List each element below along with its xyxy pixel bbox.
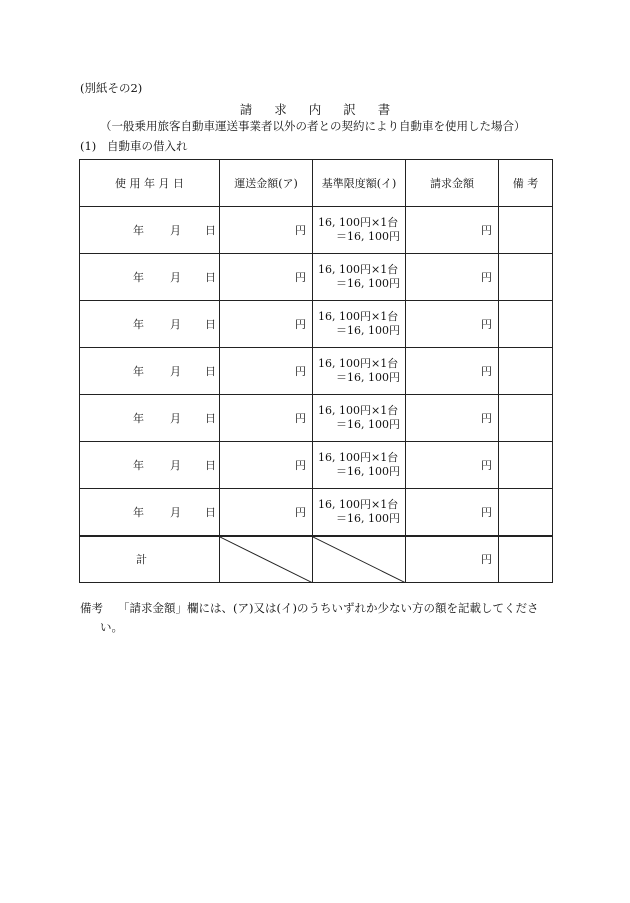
usage-date-cell[interactable] [80,348,220,395]
annex-label: (別紙その2) [80,81,143,95]
standard-limit-cell [313,301,406,348]
table-row [80,489,553,536]
claim-amount-cell[interactable]: 円 [406,442,499,489]
year-label: 年 [133,459,144,472]
month-label: 月 [170,505,181,519]
fare-amount-cell[interactable]: 円 [220,207,313,254]
claim-amount-cell[interactable]: 円 [406,489,499,536]
note-label: 備考 [80,601,103,615]
limit-formula: 16, 100円×1台 [318,404,399,417]
claim-amount-cell[interactable]: 円 [406,301,499,348]
standard-limit-cell [313,489,406,536]
standard-limit-cell [313,442,406,489]
remarks-cell[interactable] [499,395,553,442]
remarks-cell[interactable] [499,489,553,536]
total-claim-cell: 円 [406,536,499,583]
fare-amount-cell[interactable]: 円 [220,395,313,442]
fare-amount-cell[interactable]: 円 [220,348,313,395]
remarks-cell[interactable] [499,301,553,348]
limit-formula: 16, 100円×1台 [318,310,399,323]
table-row [80,207,553,254]
day-label: 日 [205,412,216,425]
usage-date-cell[interactable] [80,442,220,489]
note-text-line2: い。 [100,620,123,634]
month-label: 月 [170,318,181,331]
year-label: 年 [133,412,144,425]
diagonal-slash [313,537,405,583]
remarks-cell[interactable] [499,207,553,254]
usage-date-cell[interactable] [80,301,220,348]
limit-formula: 16, 100円×1台 [318,263,399,276]
total-row [80,536,553,583]
header-standard-limit: 基準限度額(イ) [313,160,406,207]
usage-date-cell[interactable] [80,207,220,254]
day-label: 日 [205,224,216,237]
fare-amount-cell[interactable]: 円 [220,254,313,301]
remarks-cell[interactable] [499,254,553,301]
total-label: 計 [80,536,220,583]
standard-limit-cell [313,254,406,301]
header-remarks: 備 考 [499,160,553,207]
table-header-row [80,160,553,207]
remarks-note [80,599,560,637]
claim-amount-cell[interactable]: 円 [406,207,499,254]
section-label: 自動車の借入れ [107,139,188,153]
month-label: 月 [170,365,181,378]
usage-date-cell[interactable] [80,395,220,442]
year-label: 年 [133,224,144,237]
day-label: 日 [205,365,216,378]
month-label: 月 [170,271,181,284]
remarks-cell[interactable] [499,348,553,395]
day-label: 日 [205,318,216,331]
total-remarks-cell [499,536,553,583]
usage-date-cell[interactable] [80,489,220,536]
total-fare-crossed-cell [220,536,313,583]
fare-amount-cell[interactable]: 円 [220,442,313,489]
document-subtitle: （一般乗用旅客自動車運送事業者以外の者との契約により自動車を使用した場合） [100,119,526,133]
limit-result: ＝16, 100円 [336,371,400,384]
month-label: 月 [170,459,181,472]
table-row [80,348,553,395]
table-row [80,254,553,301]
header-claim-amount: 請求金額 [406,160,499,207]
claim-amount-cell[interactable]: 円 [406,348,499,395]
total-limit-crossed-cell [313,536,406,583]
header-fare-amount: 運送金額(ア) [220,160,313,207]
claim-amount-cell[interactable]: 円 [406,254,499,301]
limit-result: ＝16, 100円 [336,418,400,431]
month-label: 月 [170,224,181,237]
month-label: 月 [170,412,181,425]
document-title: 請求内訳書 [239,102,413,117]
section-heading [80,138,188,154]
limit-formula: 16, 100円×1台 [318,357,399,370]
day-label: 日 [205,459,216,472]
day-label: 日 [205,505,216,519]
fare-amount-cell[interactable]: 円 [220,301,313,348]
claim-breakdown-table [79,159,553,583]
limit-result: ＝16, 100円 [336,230,400,243]
section-number: (1) [80,139,97,153]
remarks-cell[interactable] [499,442,553,489]
limit-result: ＝16, 100円 [336,324,400,337]
standard-limit-cell [313,207,406,254]
table-row [80,442,553,489]
claim-amount-cell[interactable]: 円 [406,395,499,442]
limit-result: ＝16, 100円 [336,277,400,290]
diagonal-slash [220,537,312,583]
table-row [80,395,553,442]
year-label: 年 [133,365,144,378]
standard-limit-cell [313,348,406,395]
fare-amount-cell[interactable]: 円 [220,489,313,536]
limit-result: ＝16, 100円 [336,465,400,478]
day-label: 日 [205,271,216,284]
limit-formula: 16, 100円×1台 [318,497,399,511]
year-label: 年 [133,505,144,519]
standard-limit-cell [313,395,406,442]
table-row [80,301,553,348]
limit-formula: 16, 100円×1台 [318,451,399,464]
limit-result: ＝16, 100円 [336,511,400,525]
year-label: 年 [133,318,144,331]
year-label: 年 [133,271,144,284]
usage-date-cell[interactable] [80,254,220,301]
limit-formula: 16, 100円×1台 [318,216,399,229]
header-usage-date: 使 用 年 月 日 [80,160,220,207]
note-text-line1: 「請求金額」欄には、(ア)又は(イ)のうちいずれか少ない方の額を記載してくださ [118,601,539,615]
